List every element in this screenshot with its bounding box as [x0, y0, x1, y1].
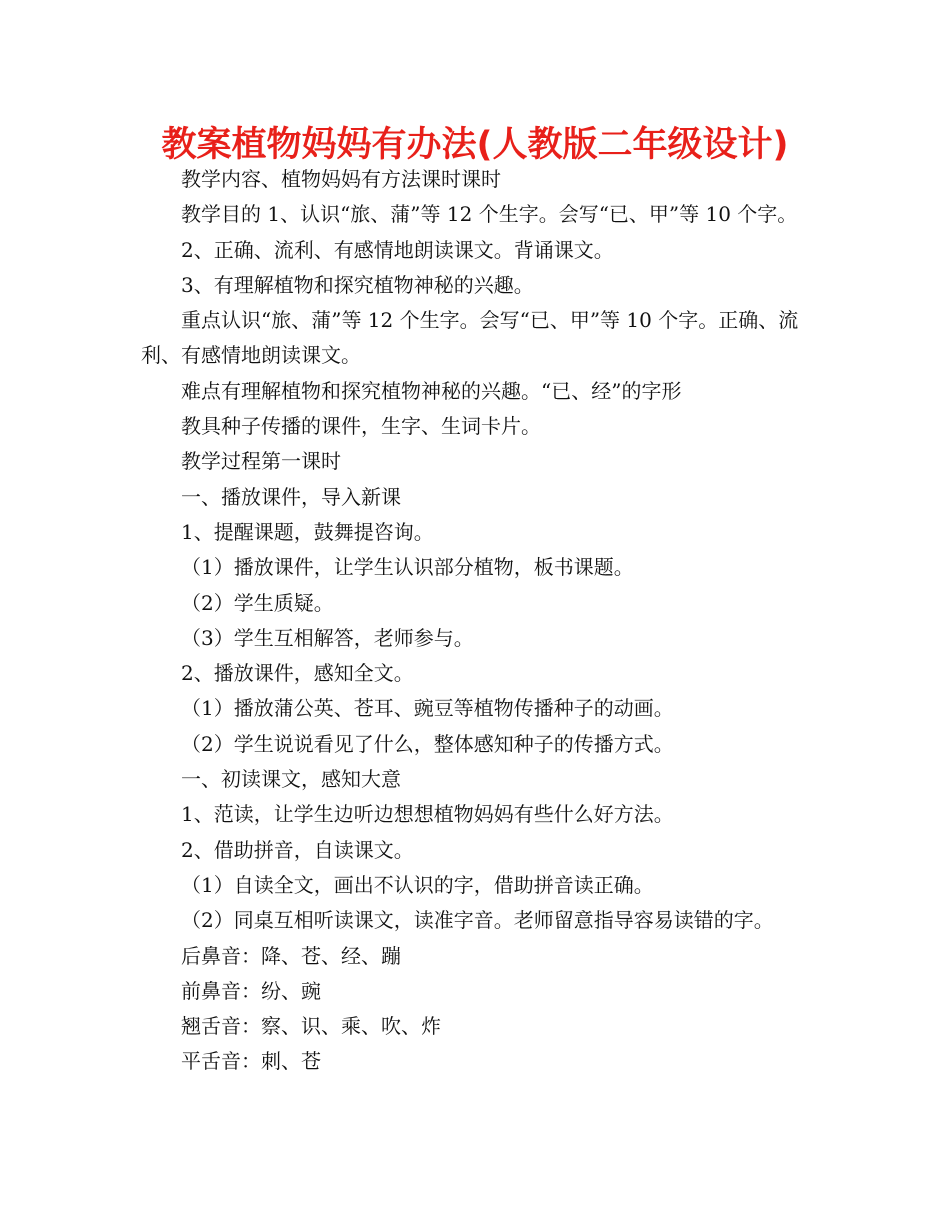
paragraph-step-2-2: （2）学生说说看见了什么，整体感知种子的传播方式。 — [181, 731, 674, 756]
paragraph-teaching-content: 教学内容、植物妈妈有方法课时课时 — [181, 167, 501, 191]
paragraph-difficulties: 难点有理解植物和探究植物神秘的兴趣。“已、经”的字形 — [181, 378, 682, 403]
paragraph-back-nasal: 后鼻音：降、苍、经、蹦 — [181, 943, 401, 968]
paragraph-section-1: 一、播放课件，导入新课 — [181, 484, 401, 509]
paragraph-section-2: 一、初读课文，感知大意 — [181, 767, 401, 792]
paragraph-teaching-aids: 教具种子传播的课件，生字、生词卡片。 — [181, 414, 541, 439]
document-title: 教案植物妈妈有办法(人教版二年级设计) — [161, 125, 789, 165]
paragraph-step-2-1: （1）播放蒲公英、苍耳、豌豆等植物传播种子的动画。 — [181, 696, 674, 721]
document-body — [141, 162, 821, 1080]
paragraph-step-2: 2、播放课件，感知全文。 — [181, 661, 414, 686]
paragraph-step-1-1: （1）播放课件，让学生认识部分植物，板书课题。 — [181, 555, 634, 580]
paragraph-reading-2-2: （2）同桌互相听读课文，读准字音。老师留意指导容易读错的字。 — [181, 908, 774, 933]
paragraph-teaching-objective: 教学目的 1、认识“旅、蒲”等 12 个生字。会写“已、甲”等 10 个字。 — [181, 202, 798, 227]
paragraph-objective-2: 2、正确、流利、有感情地朗读课文。背诵课文。 — [181, 237, 614, 262]
paragraph-step-1-3: （3）学生互相解答，老师参与。 — [181, 625, 474, 650]
paragraph-front-nasal: 前鼻音：纷、豌 — [181, 978, 321, 1003]
paragraph-reading-2-1: （1）自读全文，画出不认识的字，借助拼音读正确。 — [181, 872, 654, 897]
paragraph-retroflex: 翘舌音：察、识、乘、吹、炸 — [181, 1014, 441, 1039]
paragraph-step-1-2: （2）学生质疑。 — [181, 590, 334, 615]
paragraph-flat-tongue: 平舌音：刺、苍 — [181, 1049, 321, 1074]
paragraph-reading-2: 2、借助拼音，自读课文。 — [181, 837, 414, 862]
paragraph-objective-3: 3、有理解植物和探究植物神秘的兴趣。 — [181, 272, 534, 297]
paragraph-step-1: 1、提醒课题，鼓舞提咨询。 — [181, 519, 434, 544]
paragraph-reading-1: 1、范读，让学生边听边想想植物妈妈有些什么好方法。 — [181, 802, 674, 827]
paragraph-process-heading: 教学过程第一课时 — [181, 449, 341, 474]
paragraph-key-points: 重点认识“旅、蒲”等 12 个生字。会写“已、甲”等 10 个字。正确、流利、有感情地朗读课文。 — [141, 308, 799, 368]
